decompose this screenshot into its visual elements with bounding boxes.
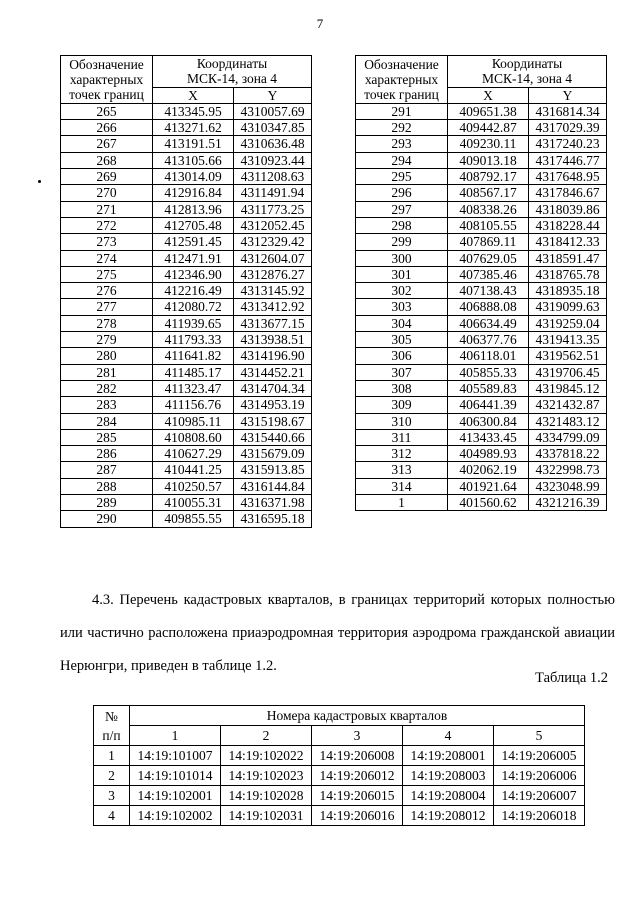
coordinates-header: Координаты МСК-14, зона 4 bbox=[153, 56, 312, 88]
table-cell: 409230.11 bbox=[448, 136, 529, 152]
table-cell: 284 bbox=[61, 413, 153, 429]
coordinate-row bbox=[61, 169, 312, 185]
point-designation-header: Обозначение характерных точек границ bbox=[61, 56, 153, 104]
table-cell: 410627.29 bbox=[153, 446, 234, 462]
table-cell: 404989.93 bbox=[448, 446, 529, 462]
table-cell: 406441.39 bbox=[448, 397, 529, 413]
coordinate-row bbox=[356, 446, 607, 462]
table-cell: 410055.31 bbox=[153, 495, 234, 511]
coordinate-row bbox=[61, 348, 312, 364]
page-number: 7 bbox=[316, 16, 324, 31]
table-cell: 294 bbox=[356, 152, 448, 168]
table-cell: 4312876.27 bbox=[234, 266, 312, 282]
table-cell: 314 bbox=[356, 478, 448, 494]
table-cell: 412080.72 bbox=[153, 299, 234, 315]
table-cell: 14:19:208004 bbox=[403, 786, 494, 806]
table-cell: 14:19:208012 bbox=[403, 806, 494, 826]
coordinate-row bbox=[356, 120, 607, 136]
table-cell: 14:19:206016 bbox=[312, 806, 403, 826]
table-cell: 4313412.92 bbox=[234, 299, 312, 315]
cadastral-blocks-table bbox=[93, 705, 585, 826]
coordinate-row bbox=[356, 152, 607, 168]
coordinate-row bbox=[356, 495, 607, 511]
coordinate-row bbox=[61, 185, 312, 201]
column-number: 3 bbox=[312, 726, 403, 746]
table-cell: 14:19:102002 bbox=[130, 806, 221, 826]
table-cell: 14:19:102023 bbox=[221, 766, 312, 786]
table-cell: 300 bbox=[356, 250, 448, 266]
table-cell: 4316595.18 bbox=[234, 511, 312, 527]
table-cell: 297 bbox=[356, 201, 448, 217]
coordinate-row bbox=[356, 234, 607, 250]
table-cell: 413014.09 bbox=[153, 169, 234, 185]
table-cell: 4 bbox=[94, 806, 130, 826]
table-cell: 401921.64 bbox=[448, 478, 529, 494]
table-cell: 4310057.69 bbox=[234, 103, 312, 119]
table-cell: 4319562.51 bbox=[529, 348, 607, 364]
table-cell: 4313677.15 bbox=[234, 315, 312, 331]
table-cell: 278 bbox=[61, 315, 153, 331]
table-cell: 267 bbox=[61, 136, 153, 152]
table-cell: 4318228.44 bbox=[529, 217, 607, 233]
coordinate-row bbox=[356, 315, 607, 331]
table-cell: 4315913.85 bbox=[234, 462, 312, 478]
cadastral-row bbox=[94, 806, 585, 826]
coordinate-row bbox=[61, 429, 312, 445]
table-cell: 411485.17 bbox=[153, 364, 234, 380]
table-cell: 307 bbox=[356, 364, 448, 380]
table-cell: 412216.49 bbox=[153, 283, 234, 299]
table-cell: 411641.82 bbox=[153, 348, 234, 364]
table-cell: 4319099.63 bbox=[529, 299, 607, 315]
table-cell: 292 bbox=[356, 120, 448, 136]
table-caption: Таблица 1.2 bbox=[535, 670, 608, 686]
table-cell: 302 bbox=[356, 283, 448, 299]
table-cell: 4314953.19 bbox=[234, 397, 312, 413]
table-cell: 4310923.44 bbox=[234, 152, 312, 168]
table-cell: 409651.38 bbox=[448, 103, 529, 119]
table-cell: 4314704.34 bbox=[234, 380, 312, 396]
table-cell: 4318039.86 bbox=[529, 201, 607, 217]
section-paragraph: 4.3. Перечень кадастровых кварталов, в границах территорий которых полностью или частично расположена приаэродромная территория аэродрома гражданской авиации Нерюнгри, приведен в таблице 1.2. bbox=[60, 592, 615, 674]
column-number: 5 bbox=[494, 726, 585, 746]
table-cell: 271 bbox=[61, 201, 153, 217]
table-cell: 407629.05 bbox=[448, 250, 529, 266]
coordinate-row bbox=[356, 462, 607, 478]
coordinates-header: Координаты МСК-14, зона 4 bbox=[448, 56, 607, 88]
coordinate-row bbox=[61, 299, 312, 315]
table-cell: 14:19:102001 bbox=[130, 786, 221, 806]
table-cell: 4323048.99 bbox=[529, 478, 607, 494]
cadastral-numbers-header: Номера кадастровых кварталов bbox=[130, 706, 585, 726]
coordinate-row bbox=[61, 413, 312, 429]
table-cell: 272 bbox=[61, 217, 153, 233]
table-cell: 3 bbox=[94, 786, 130, 806]
table-cell: 407138.43 bbox=[448, 283, 529, 299]
table-cell: 313 bbox=[356, 462, 448, 478]
table-cell: 287 bbox=[61, 462, 153, 478]
table-cell: 401560.62 bbox=[448, 495, 529, 511]
table-cell: 4321483.12 bbox=[529, 413, 607, 429]
table-cell: 4318765.78 bbox=[529, 266, 607, 282]
table-cell: 308 bbox=[356, 380, 448, 396]
table-cell: 310 bbox=[356, 413, 448, 429]
table-cell: 408792.17 bbox=[448, 169, 529, 185]
table-cell: 409013.18 bbox=[448, 152, 529, 168]
table-cell: 406377.76 bbox=[448, 332, 529, 348]
table-cell: 4310636.48 bbox=[234, 136, 312, 152]
table-cell: 273 bbox=[61, 234, 153, 250]
table-cell: 4311491.94 bbox=[234, 185, 312, 201]
table-cell: 411939.65 bbox=[153, 315, 234, 331]
table-cell: 4317029.39 bbox=[529, 120, 607, 136]
table-cell: 412813.96 bbox=[153, 201, 234, 217]
coordinate-row bbox=[356, 299, 607, 315]
table-cell: 4313938.51 bbox=[234, 332, 312, 348]
coordinate-row bbox=[61, 136, 312, 152]
table-cell: 4317846.67 bbox=[529, 185, 607, 201]
row-number-header: № п/п bbox=[94, 706, 130, 746]
table-cell: 4311773.25 bbox=[234, 201, 312, 217]
table-cell: 4319413.35 bbox=[529, 332, 607, 348]
coordinates-table-right bbox=[355, 55, 607, 511]
table-cell: 270 bbox=[61, 185, 153, 201]
coordinate-row bbox=[356, 250, 607, 266]
table-cell: 4315679.09 bbox=[234, 446, 312, 462]
table-cell: 14:19:102031 bbox=[221, 806, 312, 826]
coordinate-row bbox=[356, 364, 607, 380]
coordinate-row bbox=[61, 380, 312, 396]
table-cell: 406300.84 bbox=[448, 413, 529, 429]
table-cell: 407385.46 bbox=[448, 266, 529, 282]
table-cell: 4318935.18 bbox=[529, 283, 607, 299]
table-cell: 4319706.45 bbox=[529, 364, 607, 380]
cadastral-row bbox=[94, 746, 585, 766]
table-cell: 4317446.77 bbox=[529, 152, 607, 168]
table-cell: 283 bbox=[61, 397, 153, 413]
table-cell: 280 bbox=[61, 348, 153, 364]
coordinate-row bbox=[61, 250, 312, 266]
table-cell: 299 bbox=[356, 234, 448, 250]
coordinate-row bbox=[61, 103, 312, 119]
table-cell: 4314452.21 bbox=[234, 364, 312, 380]
table-cell: 312 bbox=[356, 446, 448, 462]
coordinate-row bbox=[356, 185, 607, 201]
table-cell: 413271.62 bbox=[153, 120, 234, 136]
coordinate-row bbox=[61, 217, 312, 233]
table-cell: 413105.66 bbox=[153, 152, 234, 168]
coordinate-row bbox=[356, 348, 607, 364]
coordinate-row bbox=[356, 136, 607, 152]
table-cell: 4319845.12 bbox=[529, 380, 607, 396]
coordinate-row bbox=[61, 120, 312, 136]
coordinate-row bbox=[356, 201, 607, 217]
table-cell: 303 bbox=[356, 299, 448, 315]
table-cell: 279 bbox=[61, 332, 153, 348]
table-cell: 295 bbox=[356, 169, 448, 185]
table-cell: 412346.90 bbox=[153, 266, 234, 282]
coordinate-row bbox=[356, 429, 607, 445]
table-cell: 4312604.07 bbox=[234, 250, 312, 266]
table-cell: 274 bbox=[61, 250, 153, 266]
table-cell: 1 bbox=[94, 746, 130, 766]
coordinate-row bbox=[356, 217, 607, 233]
table-cell: 14:19:101014 bbox=[130, 766, 221, 786]
y-header: Y bbox=[529, 87, 607, 103]
table-cell: 4316371.98 bbox=[234, 495, 312, 511]
table-cell: 285 bbox=[61, 429, 153, 445]
stray-mark bbox=[38, 180, 41, 183]
table-cell: 14:19:206005 bbox=[494, 746, 585, 766]
table-cell: 268 bbox=[61, 152, 153, 168]
coordinate-row bbox=[356, 478, 607, 494]
table-cell: 281 bbox=[61, 364, 153, 380]
table-cell: 406118.01 bbox=[448, 348, 529, 364]
y-header: Y bbox=[234, 87, 312, 103]
table-cell: 4311208.63 bbox=[234, 169, 312, 185]
table-cell: 4316144.84 bbox=[234, 478, 312, 494]
table-cell: 293 bbox=[356, 136, 448, 152]
x-header: X bbox=[448, 87, 529, 103]
column-number: 1 bbox=[130, 726, 221, 746]
table-cell: 411323.47 bbox=[153, 380, 234, 396]
table-cell: 4315440.66 bbox=[234, 429, 312, 445]
table-cell: 14:19:206008 bbox=[312, 746, 403, 766]
table-cell: 275 bbox=[61, 266, 153, 282]
table-cell: 405589.83 bbox=[448, 380, 529, 396]
coordinate-row bbox=[61, 446, 312, 462]
table-cell: 406634.49 bbox=[448, 315, 529, 331]
x-header: X bbox=[153, 87, 234, 103]
column-number: 4 bbox=[403, 726, 494, 746]
coordinates-table-left bbox=[60, 55, 312, 528]
table-cell: 266 bbox=[61, 120, 153, 136]
table-cell: 291 bbox=[356, 103, 448, 119]
table-cell: 14:19:102028 bbox=[221, 786, 312, 806]
table-cell: 412471.91 bbox=[153, 250, 234, 266]
table-cell: 413433.45 bbox=[448, 429, 529, 445]
table-cell: 4313145.92 bbox=[234, 283, 312, 299]
table-cell: 290 bbox=[61, 511, 153, 527]
table-cell: 406888.08 bbox=[448, 299, 529, 315]
table-cell: 4321432.87 bbox=[529, 397, 607, 413]
coordinate-row bbox=[61, 364, 312, 380]
table-cell: 2 bbox=[94, 766, 130, 786]
coordinate-row bbox=[356, 266, 607, 282]
table-cell: 4315198.67 bbox=[234, 413, 312, 429]
table-cell: 407869.11 bbox=[448, 234, 529, 250]
table-cell: 14:19:208001 bbox=[403, 746, 494, 766]
table-cell: 269 bbox=[61, 169, 153, 185]
coordinate-row bbox=[61, 511, 312, 527]
table-cell: 14:19:206018 bbox=[494, 806, 585, 826]
table-cell: 402062.19 bbox=[448, 462, 529, 478]
table-cell: 306 bbox=[356, 348, 448, 364]
table-cell: 4316814.34 bbox=[529, 103, 607, 119]
table-cell: 276 bbox=[61, 283, 153, 299]
coordinate-row bbox=[61, 478, 312, 494]
table-cell: 409855.55 bbox=[153, 511, 234, 527]
table-cell: 410441.25 bbox=[153, 462, 234, 478]
table-cell: 4317240.23 bbox=[529, 136, 607, 152]
table-cell: 311 bbox=[356, 429, 448, 445]
table-cell: 265 bbox=[61, 103, 153, 119]
table-cell: 4334799.09 bbox=[529, 429, 607, 445]
table-cell: 412705.48 bbox=[153, 217, 234, 233]
table-cell: 4314196.90 bbox=[234, 348, 312, 364]
table-cell: 304 bbox=[356, 315, 448, 331]
table-cell: 4337818.22 bbox=[529, 446, 607, 462]
table-cell: 14:19:206006 bbox=[494, 766, 585, 786]
table-cell: 14:19:101007 bbox=[130, 746, 221, 766]
table-cell: 4322998.73 bbox=[529, 462, 607, 478]
coordinate-row bbox=[356, 413, 607, 429]
table-cell: 413345.95 bbox=[153, 103, 234, 119]
coordinate-row bbox=[356, 397, 607, 413]
coordinate-row bbox=[356, 169, 607, 185]
coordinate-row bbox=[61, 462, 312, 478]
coordinate-row bbox=[61, 332, 312, 348]
table-cell: 4321216.39 bbox=[529, 495, 607, 511]
table-cell: 14:19:102022 bbox=[221, 746, 312, 766]
table-cell: 305 bbox=[356, 332, 448, 348]
table-cell: 14:19:206015 bbox=[312, 786, 403, 806]
table-cell: 14:19:206012 bbox=[312, 766, 403, 786]
coordinate-row bbox=[356, 103, 607, 119]
table-cell: 4312052.45 bbox=[234, 217, 312, 233]
table-cell: 413191.51 bbox=[153, 136, 234, 152]
table-cell: 289 bbox=[61, 495, 153, 511]
table-cell: 282 bbox=[61, 380, 153, 396]
table-cell: 412916.84 bbox=[153, 185, 234, 201]
coordinate-row bbox=[61, 315, 312, 331]
table-cell: 298 bbox=[356, 217, 448, 233]
coordinate-row bbox=[61, 201, 312, 217]
coordinate-row bbox=[61, 152, 312, 168]
table-cell: 4319259.04 bbox=[529, 315, 607, 331]
table-cell: 14:19:208003 bbox=[403, 766, 494, 786]
coordinate-row bbox=[61, 266, 312, 282]
column-number: 2 bbox=[221, 726, 312, 746]
cadastral-row bbox=[94, 786, 585, 806]
table-cell: 411156.76 bbox=[153, 397, 234, 413]
table-cell: 277 bbox=[61, 299, 153, 315]
table-cell: 286 bbox=[61, 446, 153, 462]
table-cell: 410250.57 bbox=[153, 478, 234, 494]
table-cell: 410808.60 bbox=[153, 429, 234, 445]
table-cell: 4312329.42 bbox=[234, 234, 312, 250]
coordinate-row bbox=[61, 234, 312, 250]
coordinate-row bbox=[61, 397, 312, 413]
table-cell: 410985.11 bbox=[153, 413, 234, 429]
table-cell: 309 bbox=[356, 397, 448, 413]
table-cell: 409442.87 bbox=[448, 120, 529, 136]
table-cell: 412591.45 bbox=[153, 234, 234, 250]
table-cell: 1 bbox=[356, 495, 448, 511]
coordinate-row bbox=[61, 495, 312, 511]
table-cell: 4318591.47 bbox=[529, 250, 607, 266]
table-cell: 405855.33 bbox=[448, 364, 529, 380]
point-designation-header: Обозначение характерных точек границ bbox=[356, 56, 448, 104]
coordinate-row bbox=[356, 332, 607, 348]
table-cell: 4317648.95 bbox=[529, 169, 607, 185]
cadastral-row bbox=[94, 766, 585, 786]
table-cell: 296 bbox=[356, 185, 448, 201]
table-cell: 408338.26 bbox=[448, 201, 529, 217]
table-cell: 408105.55 bbox=[448, 217, 529, 233]
table-cell: 288 bbox=[61, 478, 153, 494]
table-cell: 408567.17 bbox=[448, 185, 529, 201]
coordinate-row bbox=[356, 380, 607, 396]
table-cell: 4318412.33 bbox=[529, 234, 607, 250]
table-cell: 411793.33 bbox=[153, 332, 234, 348]
table-cell: 4310347.85 bbox=[234, 120, 312, 136]
table-cell: 301 bbox=[356, 266, 448, 282]
coordinate-row bbox=[61, 283, 312, 299]
coordinate-row bbox=[356, 283, 607, 299]
table-cell: 14:19:206007 bbox=[494, 786, 585, 806]
